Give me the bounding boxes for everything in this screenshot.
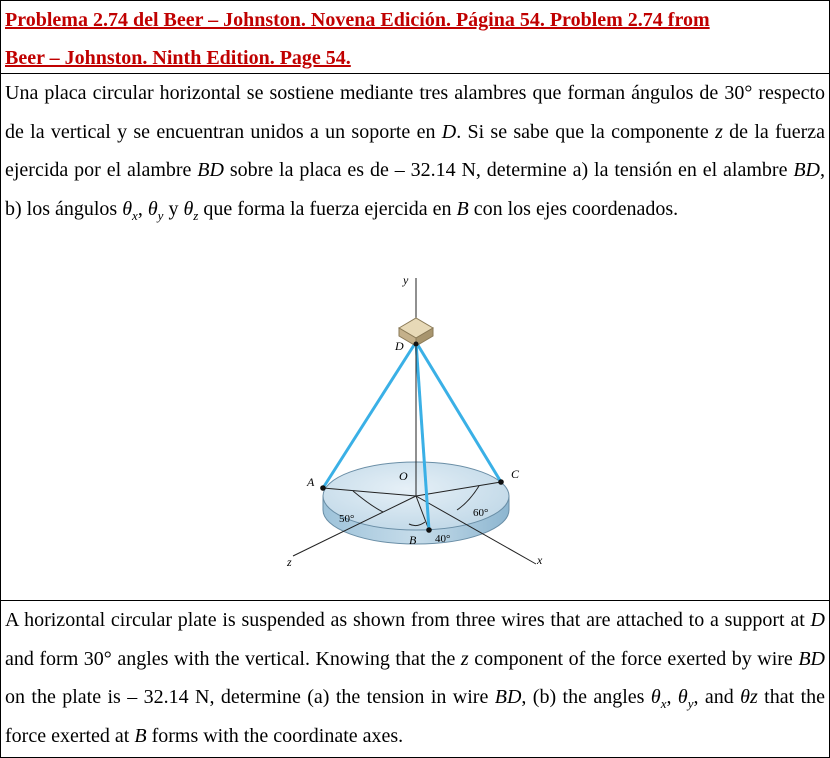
point-d [414, 342, 419, 347]
en-text-7: that the force exerted at [5, 686, 826, 747]
y-axis-label: y [403, 273, 409, 287]
label-b: B [409, 533, 417, 547]
es-text-4: sobre la placa es de – 32.14 N, determine a) la tensión en el alambre [223, 159, 794, 181]
en-text-6: , and [693, 686, 741, 708]
es-theta-y: θ [147, 197, 158, 220]
wire-dc [416, 342, 501, 482]
es-text-3: de la fuerza ejercida por el alambre [5, 120, 825, 181]
x-axis-label: x [537, 553, 543, 567]
en-comma: , [666, 686, 678, 708]
en-wire-bd: BD [798, 647, 826, 670]
label-o: O [399, 469, 408, 483]
en-var-z: z [460, 647, 469, 670]
spanish-cell [1, 74, 829, 601]
title-line-2: Beer – Johnston. Ninth Edition. Page 54. [5, 47, 351, 69]
angle-label-50: 50° [339, 513, 355, 525]
es-point-d: D [441, 120, 457, 143]
es-wire-bd-2: BD [793, 159, 821, 181]
es-theta-z: θ [183, 197, 194, 220]
es-theta-x: θ [122, 197, 133, 220]
title-line-1: Problema 2.74 del Beer – Johnston. Novena Edición. Página 54. Problem 2.74 from [5, 9, 710, 31]
english-statement [5, 601, 825, 755]
en-theta-x: θ [650, 686, 661, 708]
label-a: A [307, 475, 315, 489]
en-text-1: A horizontal circular plate is suspended as shown from three wires that are attached to a support at [5, 609, 811, 631]
es-var-z: z [715, 120, 723, 143]
en-text-3: component of the force exerted by wire [468, 647, 799, 670]
es-comma: , [137, 197, 148, 220]
problem-title [5, 1, 825, 77]
angle-label-60: 60° [473, 507, 489, 519]
label-c: C [511, 467, 520, 481]
es-text-7: con los ejes coordenados. [468, 197, 679, 220]
es-sub-y: y [157, 207, 164, 223]
es-text-2: . Si se sabe que la componente [456, 120, 716, 143]
point-c [498, 479, 504, 485]
es-text-5: , b) los ángulos [5, 159, 826, 220]
en-text-8: forms with the coordinate axes. [146, 724, 404, 747]
en-text-2: and form 30° angles with the vertical. Knowing that the [5, 647, 461, 670]
es-wire-bd: BD [197, 159, 224, 181]
english-cell [1, 601, 829, 757]
es-sub-x: x [132, 207, 138, 223]
point-a [320, 485, 326, 491]
en-theta-z: θz [740, 686, 758, 708]
en-sub-x: x [660, 696, 667, 711]
plate-wires-figure [287, 266, 543, 586]
en-point-d: D [810, 609, 825, 631]
angle-label-40: 40° [435, 533, 451, 545]
es-and: y [163, 197, 184, 220]
en-text-5: , (b) the angles [521, 686, 651, 708]
en-sub-y: y [687, 696, 694, 711]
en-wire-bd-2: BD [494, 686, 522, 708]
en-point-b: B [134, 724, 147, 747]
en-text-4: on the plate is – 32.14 N, determine (a) the tension in wire [5, 686, 495, 708]
es-text-6: que forma la fuerza ejercida en [198, 197, 457, 220]
label-d: D [395, 339, 404, 353]
z-axis-label: z [287, 555, 292, 569]
en-theta-y: θ [677, 686, 688, 708]
es-text-1: Una placa circular horizontal se sostiene mediante tres alambres que forman ángulos de 30° respecto de la vertical y se encuentran unidos a un soporte en [5, 82, 825, 143]
title-cell [1, 1, 829, 74]
es-point-b: B [456, 197, 469, 220]
es-sub-z: z [193, 207, 199, 223]
point-b [426, 527, 432, 533]
spanish-statement [5, 74, 825, 228]
